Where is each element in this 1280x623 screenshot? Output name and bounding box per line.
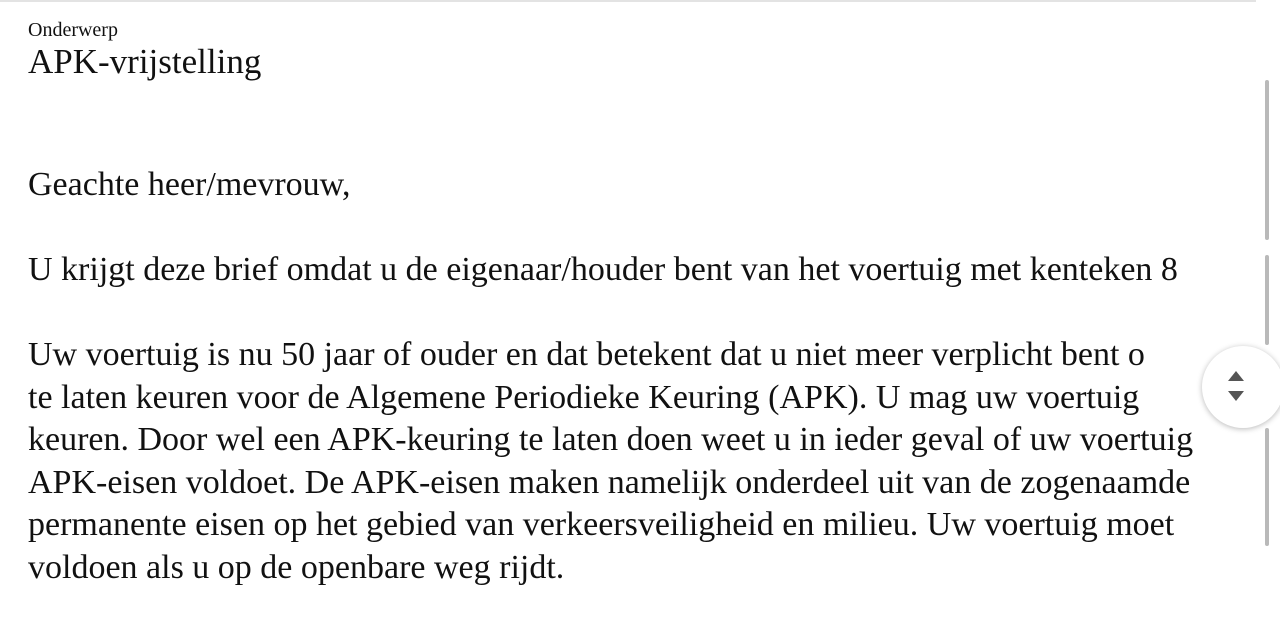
- intro-paragraph: U krijgt deze brief omdat u de eigenaar/houder bent van het voertuig met kenteken 8: [28, 251, 1178, 288]
- scrollbar-thumb-lower[interactable]: [1265, 428, 1269, 546]
- salutation: Geachte heer/mevrouw,: [28, 166, 351, 203]
- touch-indicator: [1142, 360, 1188, 416]
- vertical-scrollbar[interactable]: [1258, 0, 1280, 623]
- body-line: Uw voertuig is nu 50 jaar of ouder en dat betekent dat u niet meer verplicht bent o: [28, 336, 1145, 373]
- body-line: te laten keuren voor de Algemene Periodieke Keuring (APK). U mag uw voertuig: [28, 378, 1140, 416]
- body-line: permanente eisen op het gebied van verkeersveiligheid en milieu. Uw voertuig moet: [28, 506, 1175, 543]
- scrollbar-thumb-upper[interactable]: [1265, 80, 1269, 240]
- body-paragraph: [28, 334, 1193, 589]
- page-nav-widget[interactable]: [1202, 346, 1280, 428]
- chevron-up-icon[interactable]: [1228, 371, 1244, 381]
- body-line: APK-eisen voldoet. De APK-eisen maken namelijk onderdeel uit van de zogenaamde: [28, 463, 1191, 501]
- chevron-down-icon[interactable]: [1228, 391, 1244, 401]
- letter-content: [28, 18, 1258, 586]
- body-line: keuren. Door wel een APK-keuring te laten doen weet u in ieder geval of uw voertuig: [28, 421, 1194, 458]
- scrollbar-thumb-middle[interactable]: [1265, 255, 1269, 345]
- subject-label: Onderwerp: [28, 19, 118, 41]
- body-line: voldoen als u op de openbare weg rijdt.: [28, 548, 565, 586]
- subject-value: APK-vrijstelling: [28, 42, 262, 81]
